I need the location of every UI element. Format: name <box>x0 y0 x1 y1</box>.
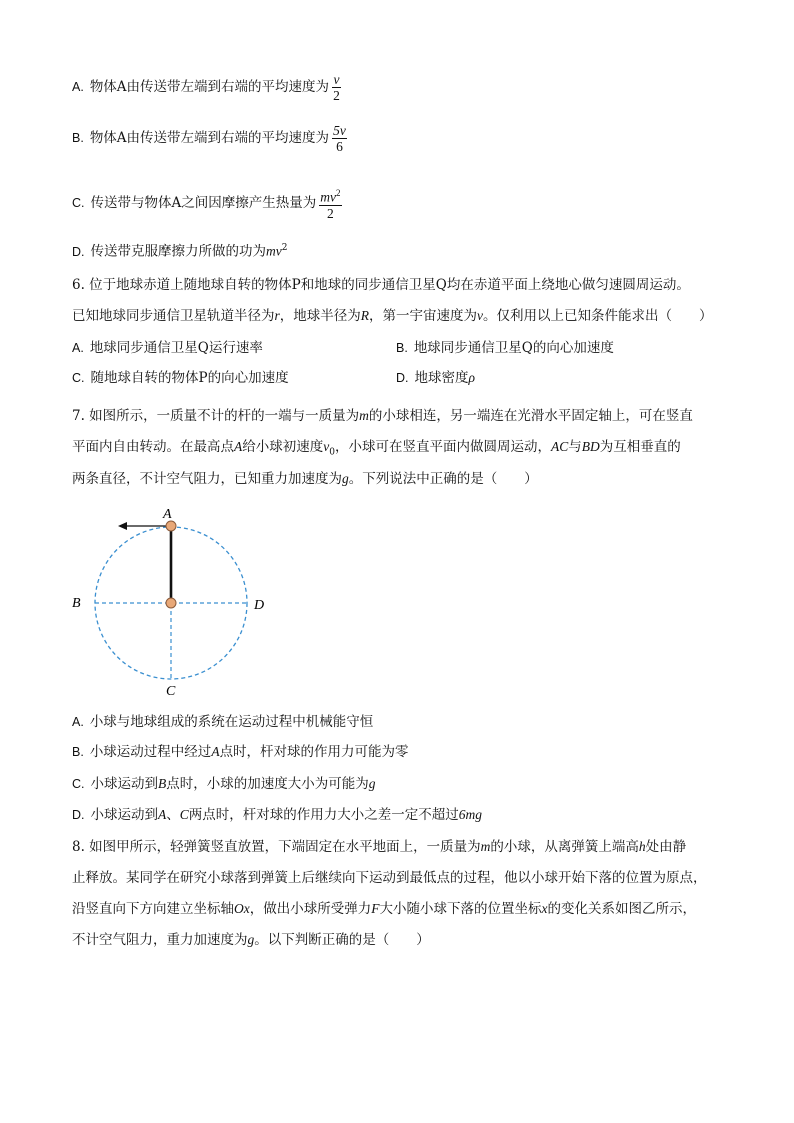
math-var: BD <box>581 439 600 454</box>
q7-stem-line2 <box>72 437 681 463</box>
q6-stem-line2 <box>72 306 713 326</box>
q6-option-a <box>72 338 263 358</box>
fraction <box>319 186 341 221</box>
option-text: 小球运动到 <box>90 807 158 823</box>
q5-option-c <box>72 186 342 221</box>
math-var: AC <box>550 439 569 454</box>
stem-text: 大小随小球下落的位置坐标 <box>379 901 542 917</box>
math-var: B <box>158 776 167 791</box>
option-text: 小球与地球组成的系统在运动过程中机械能守恒 <box>89 714 374 730</box>
stem-text: 的变化关系如图乙所示， <box>547 901 696 917</box>
math-expr: 6mg <box>458 807 483 822</box>
stem-text: 为互相垂直的 <box>599 439 681 455</box>
option-text: 、 <box>166 807 180 823</box>
math-var: A <box>158 807 167 822</box>
stem-text: ，小球可在竖直平面内做圆周运动， <box>334 439 551 455</box>
stem-text: 8. 如图甲所示，轻弹簧竖直放置，下端固定在水平地面上，一质量为 <box>72 839 481 855</box>
stem-text: 。仅利用以上已知条件能求出（ ） <box>483 308 713 324</box>
math-var: h <box>638 839 646 854</box>
ball <box>166 521 176 531</box>
stem-text: 止释放。某同学在研究小球落到弹簧上后继续向下运动到最低点的过程，他以小球开始下落的位置为原点， <box>72 870 707 886</box>
q8-stem-line2 <box>72 868 707 888</box>
option-label: B. <box>72 131 84 145</box>
option-label: D. <box>396 371 409 385</box>
point-label-d: D <box>254 598 265 613</box>
math-var: R <box>360 308 370 323</box>
stem-text: 的小球相连，另一端连在光滑水平固定轴上，可在竖直 <box>368 408 693 424</box>
math-var: m <box>480 839 491 854</box>
numerator-exponent: 2 <box>336 188 341 198</box>
math-var: r <box>274 308 280 323</box>
option-text: 小球运动到 <box>90 776 158 792</box>
fraction-numerator: 5v <box>333 123 346 138</box>
stem-text: 。以下判断正确的是（ ） <box>254 932 430 948</box>
numerator-base: mv <box>320 189 336 205</box>
q5-option-b <box>72 123 347 154</box>
math-var: A <box>211 744 220 759</box>
math-var: g <box>368 776 376 791</box>
option-label: D. <box>72 808 85 822</box>
fraction-denominator: 6 <box>336 139 343 154</box>
stem-text: ，第一宇宙速度为 <box>369 308 478 324</box>
option-text: 物体A由传送带左端到右端的平均速度为 <box>89 79 330 95</box>
stem-text: ，做出小球所受弹力 <box>249 901 372 917</box>
option-label: A. <box>72 80 84 94</box>
stem-text: ，地球半径为 <box>279 308 361 324</box>
math-var: C <box>179 807 189 822</box>
q8-stem-line1 <box>72 837 686 857</box>
q7-option-c <box>72 774 376 794</box>
option-text: 物体A由传送带左端到右端的平均速度为 <box>89 130 330 146</box>
option-text: 点时，杆对球的作用力可能为零 <box>219 744 409 760</box>
fraction-numerator <box>319 186 341 206</box>
math-var: Ox <box>234 901 250 916</box>
stem-text: 两条直径，不计空气阻力，已知重力加速度为 <box>72 471 342 487</box>
arrow-head-icon <box>118 522 127 530</box>
q7-stem-line1 <box>72 406 693 426</box>
q7-figure <box>60 500 280 705</box>
math-var: m <box>359 408 369 423</box>
option-label: C. <box>72 195 85 210</box>
stem-text: 6. 位于地球赤道上随地球自转的物体P和地球的同步通信卫星Q均在赤道平面上绕地心做匀速圆周运动。 <box>72 277 690 293</box>
q6-option-c <box>72 368 289 388</box>
q8-stem-line3 <box>72 899 696 919</box>
math-var: x <box>541 901 548 916</box>
stem-text: 不计空气阻力，重力加速度为 <box>72 932 248 948</box>
math-var: A <box>234 439 243 454</box>
q7-stem-line3 <box>72 469 538 489</box>
q7-option-b <box>72 742 409 762</box>
stem-text: 平面内自由转动。在最高点 <box>72 439 234 455</box>
math-subscript: 0 <box>329 447 335 458</box>
stem-text: 已知地球同步通信卫星轨道半径为 <box>72 308 275 324</box>
option-text: 随地球自转的物体P的向心加速度 <box>90 370 289 386</box>
stem-text: 处由静 <box>645 839 687 855</box>
fraction-denominator: 2 <box>333 88 340 103</box>
option-label: A. <box>72 341 84 355</box>
math-var: v <box>323 439 330 454</box>
option-text: 点时，小球的加速度大小为可能为 <box>166 776 369 792</box>
pivot-axis <box>166 598 176 608</box>
option-text: 小球运动过程中经过 <box>89 744 212 760</box>
option-label: C. <box>72 777 85 791</box>
option-text: 两点时，杆对球的作用力大小之差一定不超过 <box>188 807 459 823</box>
math-var: g <box>247 932 255 947</box>
point-label-a: A <box>163 507 172 522</box>
q6-option-d <box>396 368 475 388</box>
option-label: D. <box>72 244 85 259</box>
math-expr: mv <box>266 243 282 259</box>
q7-option-d <box>72 805 482 825</box>
stem-text: 给小球初速度 <box>242 439 324 455</box>
point-label-b: B <box>72 596 81 611</box>
point-label-c: C <box>166 684 176 699</box>
fraction <box>332 72 341 103</box>
option-label: B. <box>396 341 408 355</box>
option-text: 地球密度 <box>414 370 469 386</box>
q7-option-a <box>72 712 373 732</box>
math-var: v <box>477 308 484 323</box>
option-text: 传送带与物体A之间因摩擦产生热量为 <box>90 194 317 211</box>
q6-stem-line1 <box>72 275 690 295</box>
math-exponent: 2 <box>281 243 288 253</box>
option-label: A. <box>72 715 84 729</box>
fraction <box>332 123 347 154</box>
option-text: 地球同步通信卫星Q运行速率 <box>89 340 263 356</box>
q5-option-d <box>72 238 287 262</box>
option-text: 地球同步通信卫星Q的向心加速度 <box>413 340 614 356</box>
math-var: F <box>371 901 380 916</box>
stem-text: 与 <box>568 439 582 455</box>
option-label: C. <box>72 371 85 385</box>
stem-text: 沿竖直向下方向建立坐标轴 <box>72 901 234 917</box>
q8-stem-line4 <box>72 930 430 950</box>
fraction-numerator: v <box>333 72 340 87</box>
math-var: g <box>342 471 349 486</box>
stem-text: 。下列说法中正确的是（ ） <box>348 471 538 487</box>
q5-option-a <box>72 72 341 103</box>
q6-option-b <box>396 338 614 358</box>
math-var: ρ <box>468 370 475 385</box>
stem-text: 7. 如图所示，一质量不计的杆的一端与一质量为 <box>72 408 360 424</box>
stem-text: 的小球，从离弹簧上端高 <box>490 839 639 855</box>
option-label: B. <box>72 745 84 759</box>
option-text: 传送带克服摩擦力所做的功为 <box>90 243 266 260</box>
fraction-denominator: 2 <box>327 205 334 221</box>
